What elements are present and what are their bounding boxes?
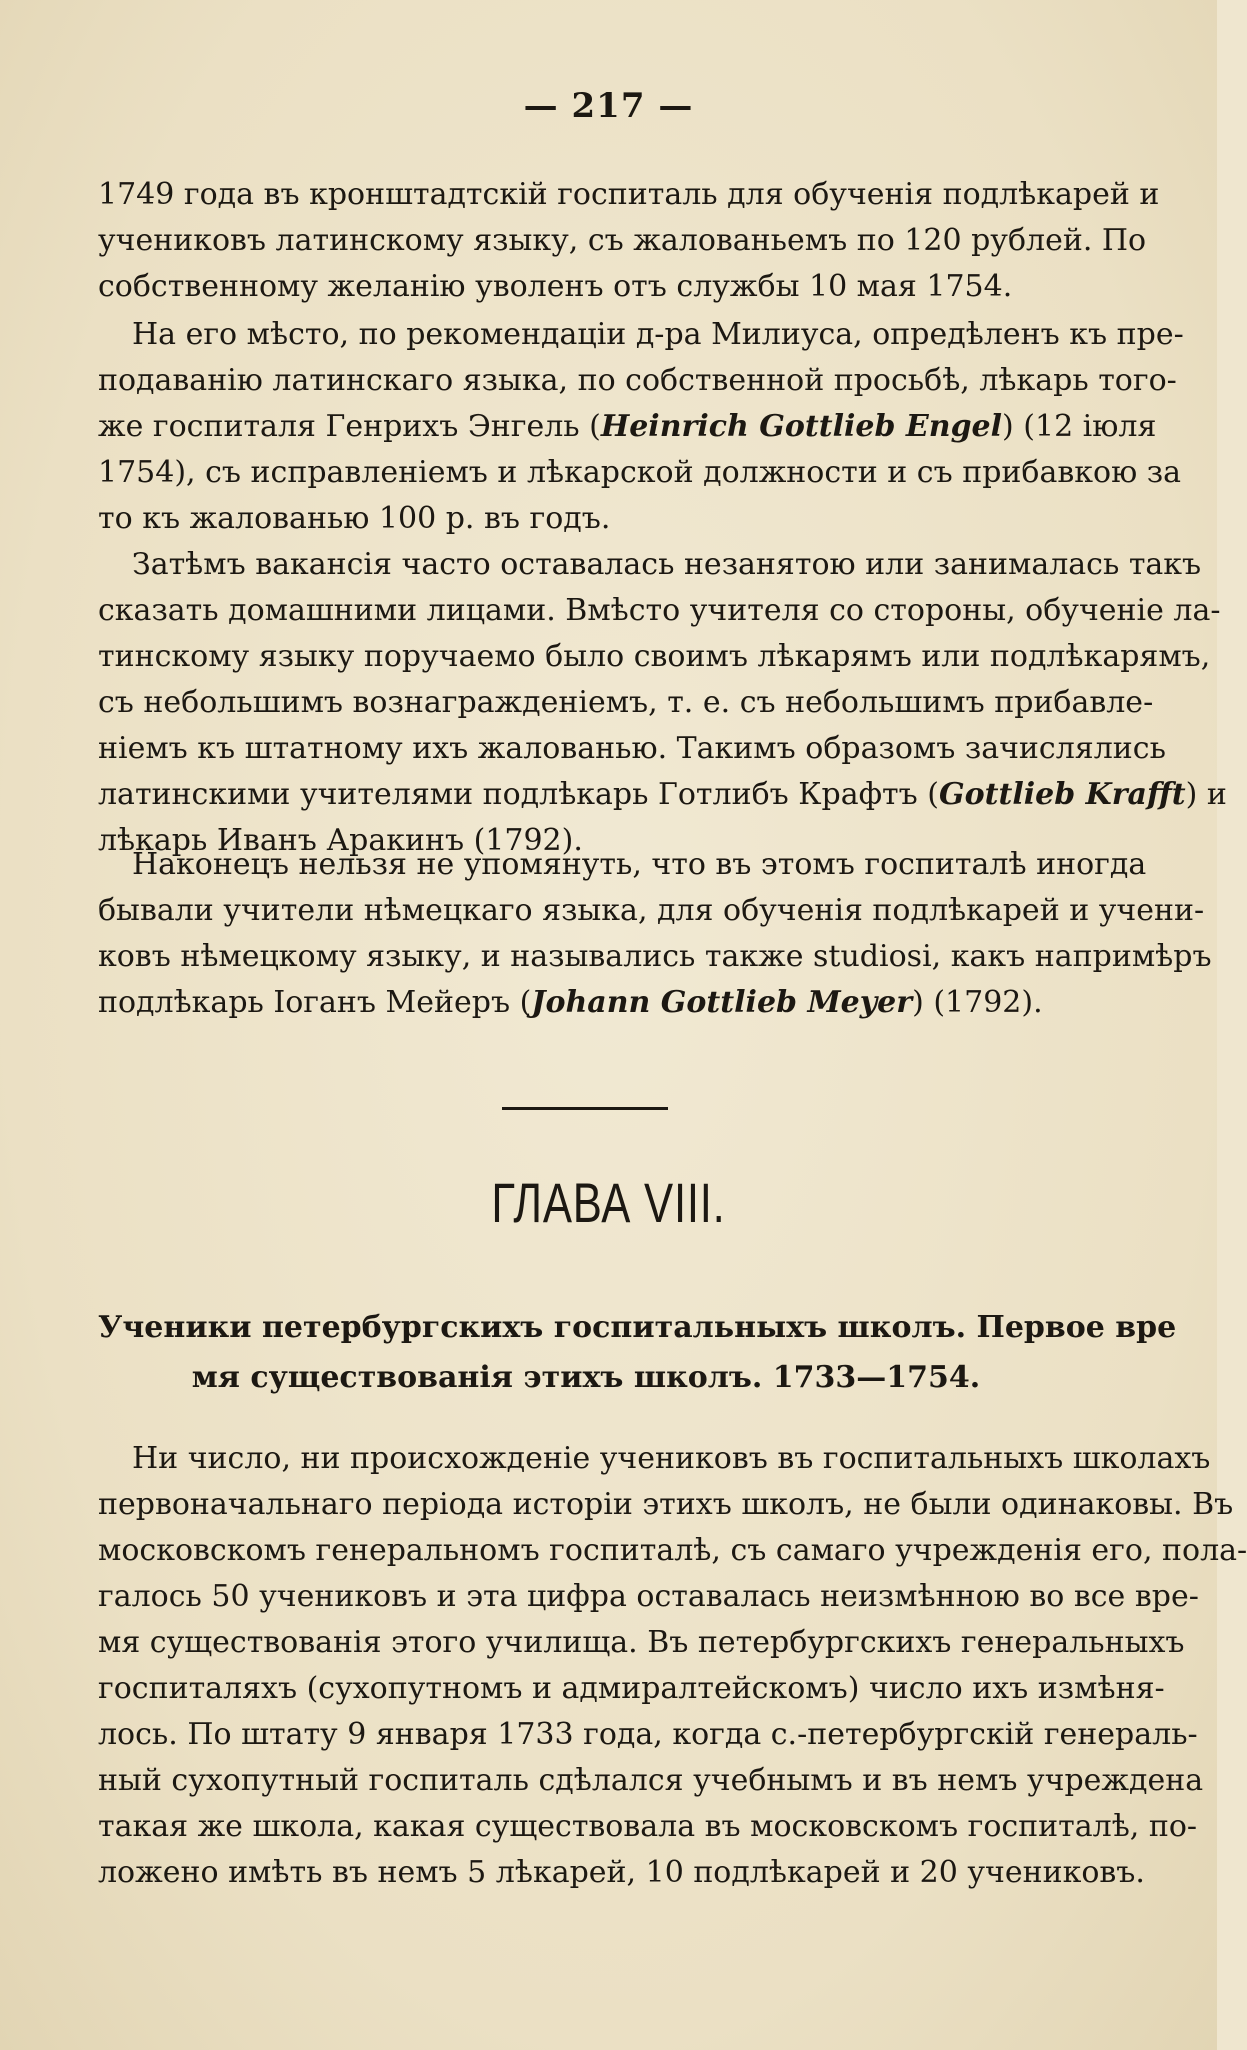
text-line: сказать домашними лицами. Вмѣсто учителя со стороны, обученіе ла- <box>98 593 1221 628</box>
section-divider <box>502 1107 668 1110</box>
paragraph-german-teachers <box>98 842 1212 1026</box>
text-line: подаванію латинскаго языка, по собственной просьбѣ, лѣкарь того- <box>98 363 1177 398</box>
text-line <box>98 404 1157 450</box>
chapter-subtitle <box>98 1303 1177 1403</box>
text-span: ) (12 іюля <box>1002 409 1157 444</box>
text-line: Ни число, ни происхожденіе учениковъ въ госпитальныхъ школахъ <box>132 1441 1211 1476</box>
foreign-name: Johann Gottlieb Meyer <box>531 985 913 1020</box>
paragraph-vacancy <box>98 542 1227 864</box>
text-line: мя существованія этого училища. Въ петербургскихъ генеральныхъ <box>98 1625 1185 1660</box>
text-line: собственному желанію уволенъ отъ службы 10 мая 1754. <box>98 269 1013 304</box>
text-line: съ небольшимъ вознагражденіемъ, т. е. съ небольшимъ прибавле- <box>98 685 1154 720</box>
paragraph-engel <box>98 312 1184 542</box>
text-line: На его мѣсто, по рекомендаціи д-ра Милиуса, опредѣленъ къ пре- <box>132 317 1184 352</box>
text-span: подлѣкарь Іоганъ Мейеръ ( <box>98 985 532 1020</box>
text-line: 1749 года въ кронштадтскій госпиталь для обученія подлѣкарей и <box>98 177 1160 212</box>
text-span: ) (1792). <box>912 985 1043 1020</box>
text-line: тинскому языку поручаемо было своимъ лѣкарямъ или подлѣкарямъ, <box>98 639 1211 674</box>
text-line: такая же школа, какая существовала въ московскомъ госпиталѣ, по- <box>98 1809 1198 1844</box>
foreign-name: Heinrich Gottlieb Engel <box>600 409 1003 444</box>
paragraph-continuation <box>98 172 1160 310</box>
subtitle-line: Ученики петербургскихъ госпитальныхъ школъ. Первое вре <box>98 1310 1177 1345</box>
text-span: ) и <box>1185 777 1227 812</box>
text-line: лось. По штату 9 января 1733 года, когда с.-петербургскій генераль- <box>98 1717 1198 1752</box>
chapter-title: ГЛАВА VIII. <box>491 1171 726 1234</box>
foreign-name: Gottlieb Krafft <box>938 777 1186 812</box>
text-line: Наконецъ нельзя не упомянуть, что въ этомъ госпиталѣ иногда <box>132 847 1147 882</box>
text-line: Затѣмъ вакансія часто оставалась незанятою или занималась такъ <box>132 547 1202 582</box>
subtitle-line: мя существованія этихъ школъ. 1733—1754. <box>191 1360 981 1395</box>
text-line <box>98 772 1227 818</box>
text-line <box>98 980 1074 1026</box>
text-line: ковъ нѣмецкому языку, и назывались также studiosi, какъ напримѣръ <box>98 939 1212 974</box>
text-line: бывали учители нѣмецкаго языка, для обученія подлѣкарей и учени- <box>98 893 1205 928</box>
text-span: же госпиталя Генрихъ Энгель ( <box>98 409 601 444</box>
text-line: ніемъ къ штатному ихъ жалованью. Такимъ образомъ зачислялись <box>98 731 1166 766</box>
text-line: первоначальнаго періода исторіи этихъ школъ, не были одинаковы. Въ <box>98 1487 1234 1522</box>
text-line: ный сухопутный госпиталь сдѣлался учебнымъ и въ немъ учреждена <box>98 1763 1204 1798</box>
text-line: то къ жалованью 100 р. въ годъ. <box>98 501 611 536</box>
text-span: латинскими учителями подлѣкарь Готлибъ Крафтъ ( <box>98 777 939 812</box>
text-line: московскомъ генеральномъ госпиталѣ, съ самаго учрежденія его, пола- <box>98 1533 1247 1568</box>
text-line: галось 50 учениковъ и эта цифра оставалась неизмѣнною во все вре- <box>98 1579 1199 1614</box>
text-line: госпиталяхъ (сухопутномъ и адмиралтейскомъ) число ихъ измѣня- <box>98 1671 1165 1706</box>
text-line: учениковъ латинскому языку, съ жалованьемъ по 120 рублей. По <box>98 223 1147 258</box>
text-line: ложено имѣть въ немъ 5 лѣкарей, 10 подлѣкарей и 20 учениковъ. <box>98 1855 1145 1890</box>
text-line: 1754), съ исправленіемъ и лѣкарской должности и съ прибавкою за <box>98 455 1181 490</box>
text-line: лѣкарь Иванъ Аракинъ (1792). <box>98 823 583 858</box>
paragraph-students <box>98 1436 1247 1896</box>
page-number: — 217 — <box>523 86 694 126</box>
